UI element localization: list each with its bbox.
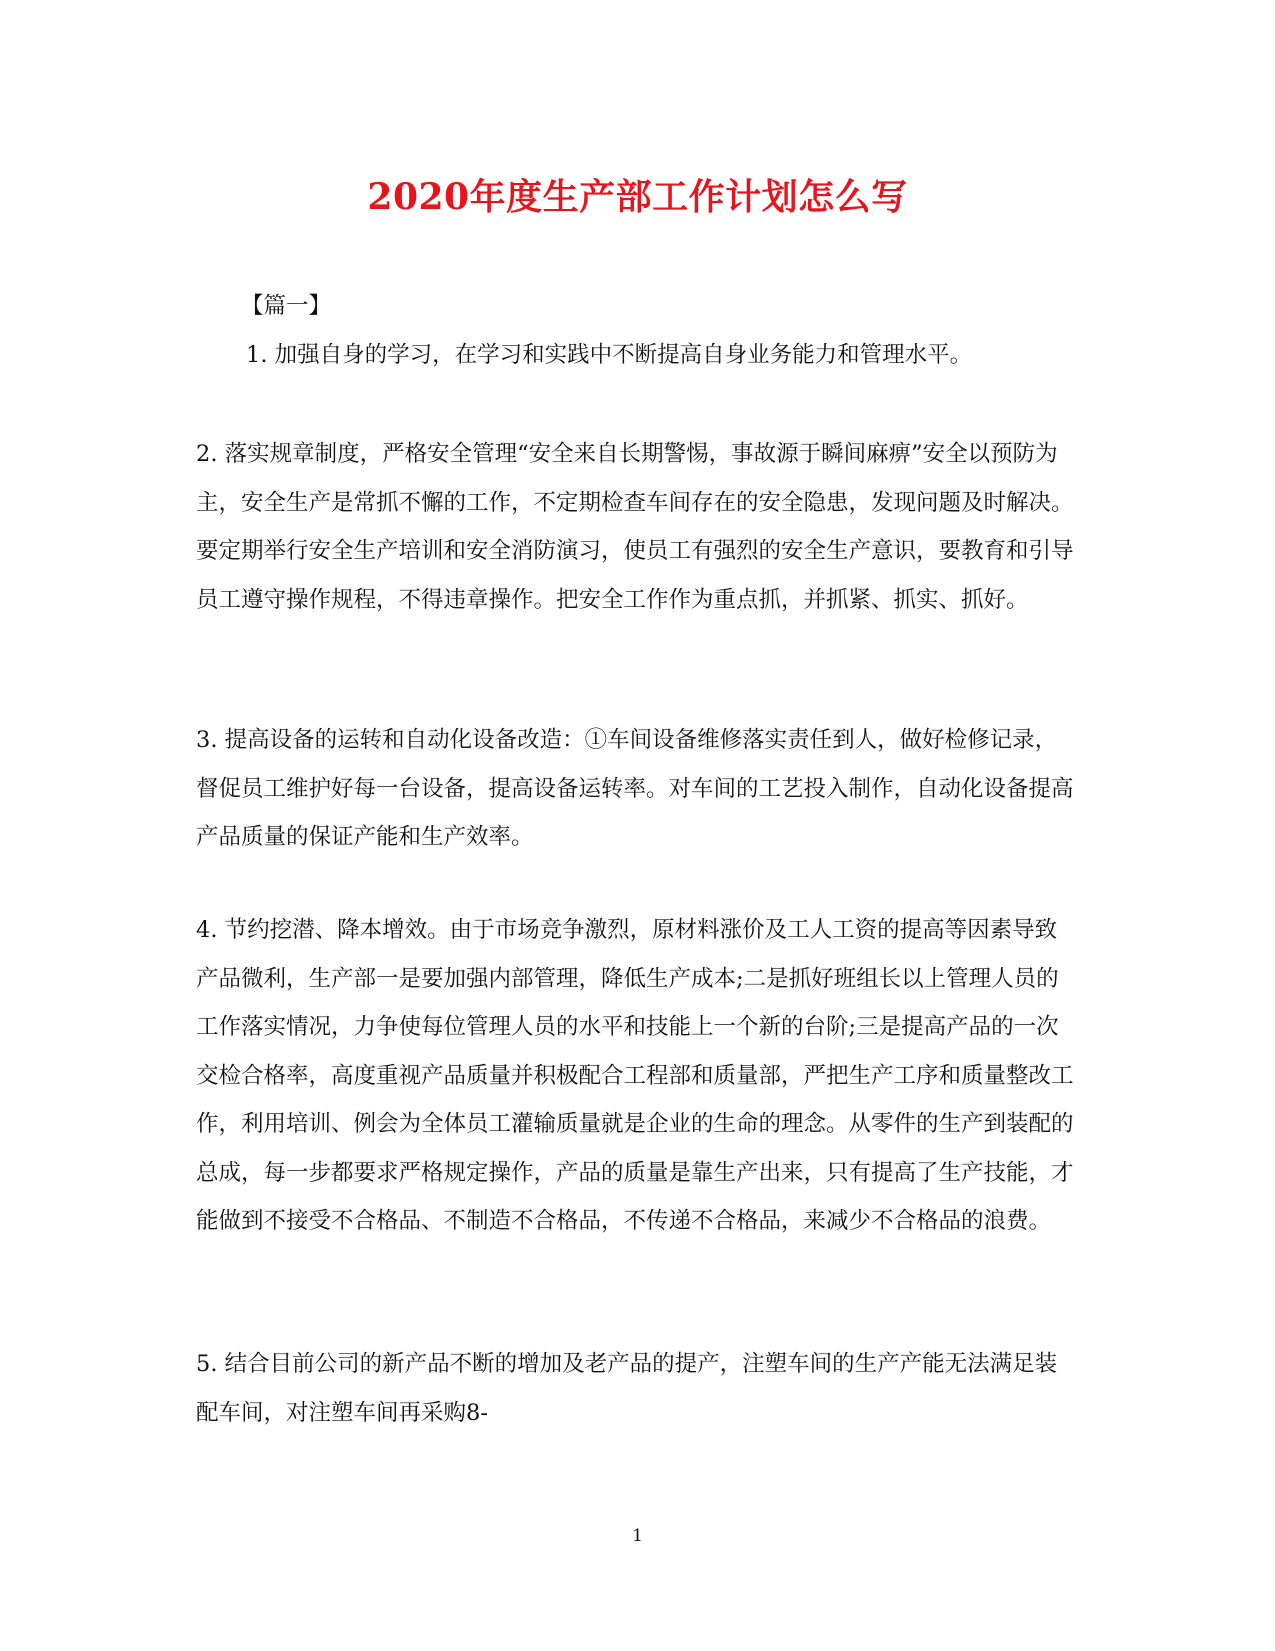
paragraph-5: 5. 结合目前公司的新产品不断的增加及老产品的提产，注塑车间的生产产能无法满足装配车间，对注塑车间再采购8-	[196, 1351, 1058, 1426]
document-title: 2020年度生产部工作计划怎么写	[367, 176, 908, 218]
paragraph-2: 2. 落实规章制度，严格安全管理“安全来自长期警惕，事故源于瞬间麻痹”安全以预防为主，安全生产是常抓不懈的工作，不定期检查车间存在的安全隐患，发现问题及时解决。要定期举行安全生产培训和安全消防演习，使员工有强烈的安全生产意识，要教育和引导员工遵守操作规程，不得违章操作。把安全工作作为重点抓，并抓紧、抓实、抓好。	[196, 441, 1074, 613]
paragraph-1: 1. 加强自身的学习，在学习和实践中不断提高自身业务能力和管理水平。	[246, 342, 973, 368]
paragraph-3: 3. 提高设备的运转和自动化设备改造：①车间设备维修落实责任到人，做好检修记录，督促员工维护好每一台设备，提高设备运转率。对车间的工艺投入制作，自动化设备提高产品质量的保证产能和生产效率。	[196, 727, 1074, 850]
paragraph-4: 4. 节约挖潜、降本增效。由于市场竞争激烈，原材料涨价及工人工资的提高等因素导致产品微利，生产部一是要加强内部管理，降低生产成本;二是抓好班组长以上管理人员的工作落实情况，力争使每位管理人员的水平和技能上一个新的台阶;三是提高产品的一次交检合格率，高度重视产品质量并积极配合工程部和质量部，严把生产工序和质量整改工作，利用培训、例会为全体员工灌输质量就是企业的生命的理念。从零件的生产到装配的总成，每一步都要求严格规定操作，产品的质量是靠生产出来，只有提高了生产技能，才能做到不接受不合格品、不制造不合格品，不传递不合格品，来减少不合格品的浪费。	[196, 917, 1074, 1234]
section-label: 【篇一】	[241, 293, 332, 319]
page-number: 1	[632, 1526, 643, 1546]
